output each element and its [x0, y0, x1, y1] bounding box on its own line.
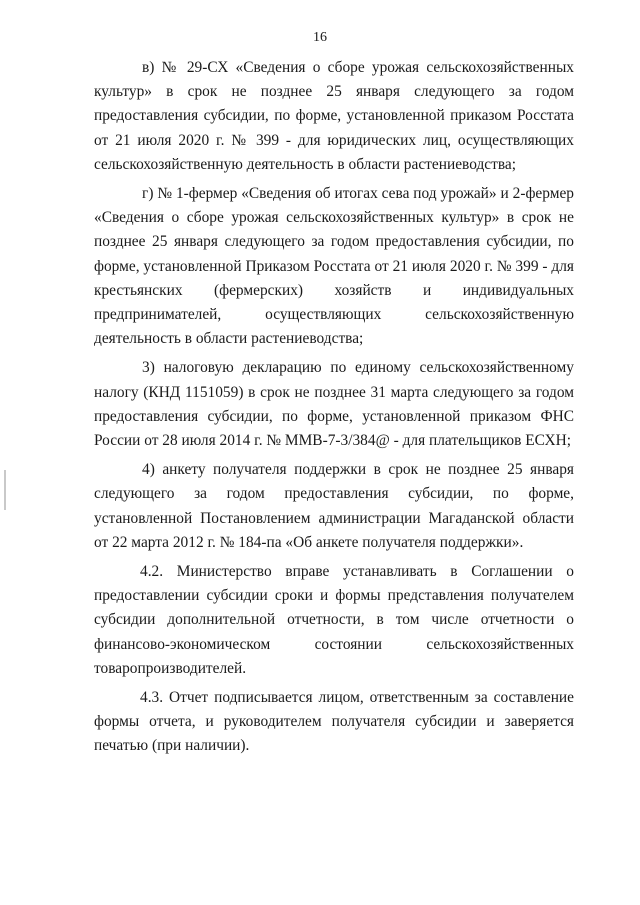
paragraph-g-1-fermer: г) № 1-фермер «Сведения об итогах сева под урожай» и 2-фермер «Сведения о сборе урожая сельскохозяйственных культур» в срок не позднее 25 января следующего за годом предоставления субсидии, по форме, установленной Приказом Росстата от 21 июля 2020 г. № 399 - для крестьянских (фермерских) хозяйств и индивидуальных предпринимателей, осуществляющих сельскохозяйственную деятельность в области растениеводства; — [94, 185, 574, 348]
paragraph-3-tax-declaration: 3) налоговую декларацию по единому сельскохозяйственному налогу (КНД 1151059) в срок не позднее 31 марта следующего за годом предоставления субсидии, по форме, установленной приказом ФНС России от 28 июля 2014 г. № ММВ-7-3/384@ - для плательщиков ЕСХН; — [94, 359, 574, 450]
scan-margin-mark — [4, 470, 6, 510]
paragraph-4-3-report-signing: 4.3. Отчет подписывается лицом, ответственным за составление формы отчета, и руководителем получателя субсидии и заверяется печатью (при наличии). — [94, 689, 574, 755]
paragraph-4-2-ministry: 4.2. Министерство вправе устанавливать в Соглашении о предоставлении субсидии сроки и формы представления получателем субсидии дополнительной отчетности, в том числе отчетности о финансово-экономическом состоянии сельскохозяйственных товаропроизводителей. — [94, 563, 574, 677]
page-number: 16 — [313, 30, 327, 45]
document-body — [94, 56, 574, 764]
paragraph-v-29-sh: в) № 29-СХ «Сведения о сборе урожая сельскохозяйственных культур» в срок не позднее 25 января следующего за годом предоставления субсидии, по форме, установленной приказом Росстата от 21 июля 2020 г. № 399 - для юридических лиц, осуществляющих сельскохозяйственную деятельность в области растениеводства; — [94, 59, 574, 173]
paragraph-4-recipient-form: 4) анкету получателя поддержки в срок не позднее 25 января следующего за годом предоставления субсидии, по форме, установленной Постановлением администрации Магаданской области от 22 марта 2012 г. № 184-па «Об анкете получателя поддержки». — [94, 461, 574, 551]
